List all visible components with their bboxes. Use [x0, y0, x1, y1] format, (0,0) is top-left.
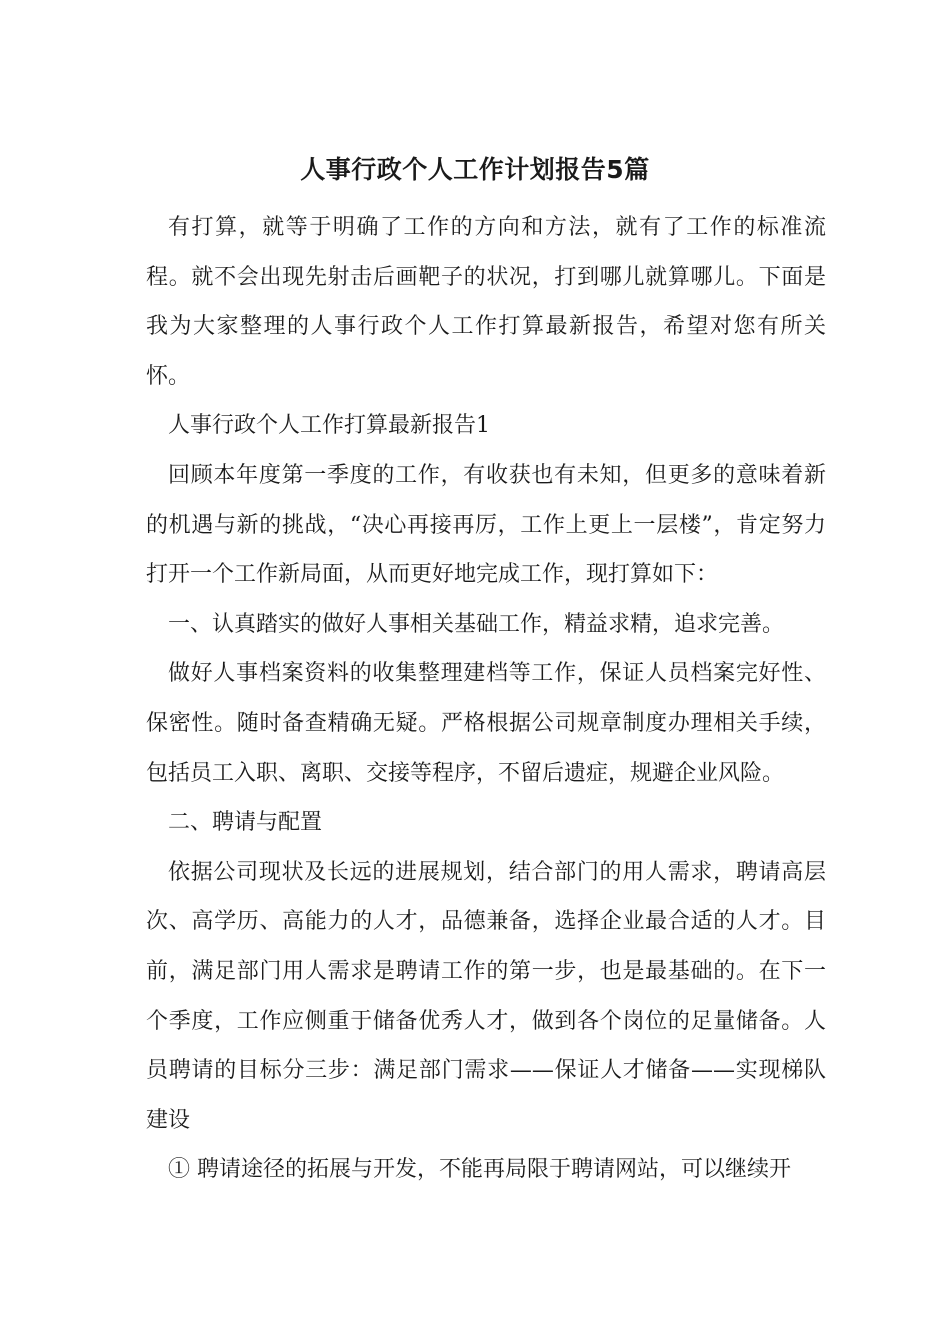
- recruitment-paragraph: 依据公司现状及长远的进展规划，结合部门的用人需求，聘请高层次、高学历、高能力的人才，品德兼备，选择企业最合适的人才。目前，满足部门用人需求是聘请工作的第一步，也是最基础的。在下一个季度，工作应侧重于储备优秀人才，做到各个岗位的足量储备。人员聘请的目标分三步：满足部门需求——保证人才储备——实现梯队建设: [146, 859, 826, 1133]
- document-title: 人事行政个人工作计划报告5篇: [300, 155, 650, 184]
- section-heading-2: 二、聘请与配置: [168, 810, 323, 836]
- report-heading: 人事行政个人工作打算最新报告1: [168, 413, 490, 439]
- list-item-1: ① 聘请途径的拓展与开发，不能再局限于聘请网站，可以继续开: [168, 1157, 791, 1183]
- section-heading-1: 一、认真踏实的做好人事相关基础工作，精益求精，追求完善。: [168, 611, 785, 637]
- review-paragraph: 回顾本年度第一季度的工作，有收获也有未知，但更多的意味着新的机遇与新的挑战，“决心再接再厉，工作上更上一层楼”，肯定努力打开一个工作新局面，从而更好地完成工作，现打算如下：: [146, 462, 826, 588]
- archive-paragraph: 做好人事档案资料的收集整理建档等工作，保证人员档案完好性、保密性。随时备查精确无疑。严格根据公司规章制度办理相关手续，包括员工入职、离职、交接等程序，不留后遗症，规避企业风险。: [146, 661, 826, 786]
- intro-paragraph: 有打算，就等于明确了工作的方向和方法，就有了工作的标准流程。就不会出现先射击后画靶子的状况，打到哪儿就算哪儿。下面是我为大家整理的人事行政个人工作打算最新报告，希望对您有所关怀。: [146, 215, 826, 389]
- document-body: [146, 203, 826, 1195]
